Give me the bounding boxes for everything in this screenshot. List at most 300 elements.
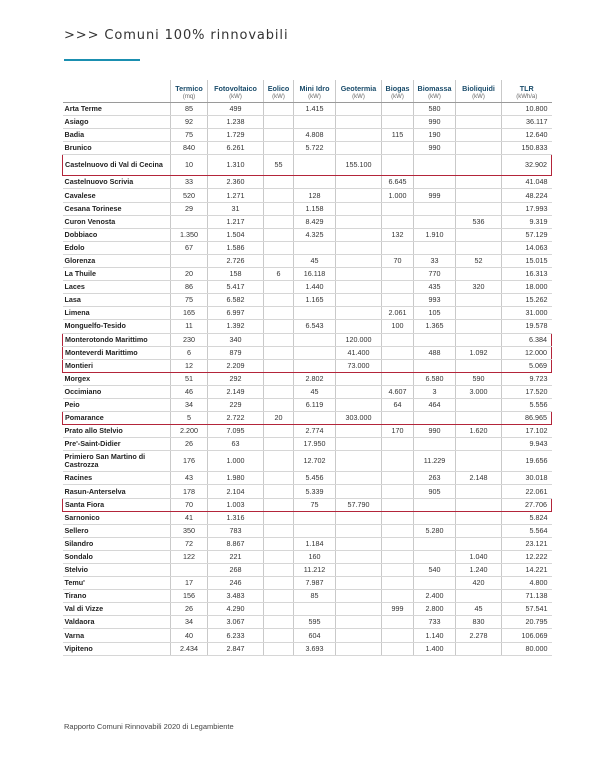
value-cell: 72 <box>171 537 208 550</box>
table-row <box>63 537 552 550</box>
value-cell: 46 <box>171 385 208 398</box>
value-cell <box>264 642 294 655</box>
value-cell <box>264 241 294 254</box>
value-cell <box>294 155 336 176</box>
value-cell <box>264 215 294 228</box>
table-row <box>63 103 552 116</box>
value-cell <box>382 590 414 603</box>
header-label: Eolico <box>267 84 290 94</box>
value-cell: 86.965 <box>502 412 552 425</box>
value-cell <box>414 550 456 563</box>
value-cell: 5.339 <box>294 485 336 498</box>
value-cell <box>414 412 456 425</box>
value-cell: 23.121 <box>502 537 552 550</box>
value-cell <box>264 524 294 537</box>
value-cell: 20.795 <box>502 616 552 629</box>
value-cell <box>336 550 382 563</box>
value-cell <box>336 320 382 333</box>
value-cell <box>382 616 414 629</box>
value-cell: 57.790 <box>336 498 382 511</box>
value-cell <box>456 294 502 307</box>
value-cell: 32.902 <box>502 155 552 176</box>
value-cell: 536 <box>456 215 502 228</box>
table-row <box>63 616 552 629</box>
table-row <box>63 577 552 590</box>
header-unit: (kWh/a) <box>516 94 538 101</box>
value-cell <box>264 228 294 241</box>
table-header-row <box>63 80 552 103</box>
comune-name-cell: Dobbiaco <box>63 228 171 241</box>
table-row <box>63 524 552 537</box>
value-cell: 176 <box>171 451 208 472</box>
value-cell <box>336 129 382 142</box>
value-cell: 1.729 <box>208 129 264 142</box>
value-cell <box>264 385 294 398</box>
value-cell <box>336 116 382 129</box>
value-cell: 6 <box>171 346 208 359</box>
comune-name-cell: Temu' <box>63 577 171 590</box>
value-cell: 6.384 <box>502 333 552 346</box>
value-cell: 156 <box>171 590 208 603</box>
table-row <box>63 372 552 385</box>
value-cell: 2.802 <box>294 372 336 385</box>
value-cell: 170 <box>382 425 414 438</box>
header-unit: (kW) <box>391 94 404 101</box>
value-cell: 2.774 <box>294 425 336 438</box>
table-row <box>63 142 552 155</box>
value-cell <box>294 333 336 346</box>
value-cell: 3.000 <box>456 385 502 398</box>
value-cell: 2.278 <box>456 629 502 642</box>
value-cell: 520 <box>171 189 208 202</box>
value-cell: 2.434 <box>171 642 208 655</box>
value-cell <box>264 372 294 385</box>
value-cell: 4.808 <box>294 129 336 142</box>
value-cell: 990 <box>414 425 456 438</box>
value-cell: 11.212 <box>294 564 336 577</box>
value-cell: 43 <box>171 472 208 485</box>
value-cell: 86 <box>171 281 208 294</box>
value-cell <box>264 176 294 189</box>
value-cell: 16.118 <box>294 268 336 281</box>
value-cell: 115 <box>382 129 414 142</box>
comune-name-cell: Primiero San Martino di Castrozza <box>63 451 171 472</box>
value-cell: 45 <box>294 385 336 398</box>
comune-name-cell: Sellero <box>63 524 171 537</box>
table-row <box>63 438 552 451</box>
value-cell: 5.456 <box>294 472 336 485</box>
value-cell: 29 <box>171 202 208 215</box>
value-cell: 17.520 <box>502 385 552 398</box>
value-cell <box>264 294 294 307</box>
value-cell: 17.993 <box>502 202 552 215</box>
value-cell: 9.319 <box>502 215 552 228</box>
value-cell: 6.543 <box>294 320 336 333</box>
value-cell <box>336 142 382 155</box>
value-cell: 9.723 <box>502 372 552 385</box>
value-cell <box>264 116 294 129</box>
value-cell: 2.148 <box>456 472 502 485</box>
value-cell: 540 <box>414 564 456 577</box>
value-cell: 75 <box>171 129 208 142</box>
value-cell: 22.061 <box>502 485 552 498</box>
table-row <box>63 241 552 254</box>
value-cell <box>456 359 502 372</box>
value-cell: 350 <box>171 524 208 537</box>
value-cell <box>294 346 336 359</box>
value-cell <box>414 438 456 451</box>
value-cell <box>294 524 336 537</box>
value-cell <box>456 398 502 411</box>
title-underline <box>64 59 140 61</box>
value-cell: 1.184 <box>294 537 336 550</box>
value-cell: 580 <box>414 103 456 116</box>
value-cell <box>456 307 502 320</box>
value-cell <box>336 438 382 451</box>
value-cell: 85 <box>294 590 336 603</box>
table-row <box>63 385 552 398</box>
value-cell: 19.578 <box>502 320 552 333</box>
value-cell: 18.000 <box>502 281 552 294</box>
value-cell: 17 <box>171 577 208 590</box>
value-cell <box>414 176 456 189</box>
table-row <box>63 346 552 359</box>
value-cell: 64 <box>382 398 414 411</box>
value-cell <box>382 412 414 425</box>
value-cell: 165 <box>171 307 208 320</box>
value-cell: 1.092 <box>456 346 502 359</box>
value-cell: 85 <box>171 103 208 116</box>
value-cell: 7.987 <box>294 577 336 590</box>
value-cell: 178 <box>171 485 208 498</box>
value-cell <box>264 472 294 485</box>
value-cell: 3.067 <box>208 616 264 629</box>
table-row <box>63 116 552 129</box>
header-label: Termico <box>175 84 203 94</box>
value-cell <box>264 307 294 320</box>
value-cell <box>336 294 382 307</box>
value-cell: 990 <box>414 116 456 129</box>
value-cell <box>456 103 502 116</box>
value-cell: 4.290 <box>208 603 264 616</box>
value-cell <box>264 103 294 116</box>
table-row <box>63 254 552 267</box>
value-cell <box>264 189 294 202</box>
value-cell <box>456 498 502 511</box>
table-row <box>63 564 552 577</box>
value-cell: 590 <box>456 372 502 385</box>
header-unit: (kW) <box>352 94 365 101</box>
header-label: Fotovoltaico <box>214 84 257 94</box>
value-cell <box>382 564 414 577</box>
value-cell <box>456 485 502 498</box>
value-cell: 993 <box>414 294 456 307</box>
value-cell: 2.726 <box>208 254 264 267</box>
value-cell: 33 <box>414 254 456 267</box>
value-cell: 320 <box>456 281 502 294</box>
value-cell <box>382 472 414 485</box>
value-cell: 5.417 <box>208 281 264 294</box>
value-cell <box>264 616 294 629</box>
value-cell: 5.069 <box>502 359 552 372</box>
table-row <box>63 333 552 346</box>
value-cell <box>336 642 382 655</box>
value-cell <box>336 241 382 254</box>
comune-name-cell: Prato allo Stelvio <box>63 425 171 438</box>
value-cell: 1.040 <box>456 550 502 563</box>
table-row <box>63 189 552 202</box>
table-row <box>63 176 552 189</box>
value-cell <box>294 307 336 320</box>
value-cell <box>336 228 382 241</box>
value-cell: 1.504 <box>208 228 264 241</box>
value-cell: 2.847 <box>208 642 264 655</box>
header-label: Mini Idro <box>299 84 330 94</box>
value-cell <box>171 215 208 228</box>
value-cell: 33 <box>171 176 208 189</box>
value-cell <box>382 642 414 655</box>
comune-name-cell: Occimiano <box>63 385 171 398</box>
comune-name-cell: Lasa <box>63 294 171 307</box>
value-cell: 1.240 <box>456 564 502 577</box>
header-unit: (kW) <box>472 94 485 101</box>
value-cell: 27.706 <box>502 498 552 511</box>
value-cell <box>336 372 382 385</box>
value-cell <box>382 294 414 307</box>
value-cell: 1.350 <box>171 228 208 241</box>
value-cell <box>336 577 382 590</box>
value-cell: 263 <box>414 472 456 485</box>
value-cell: 71.138 <box>502 590 552 603</box>
header-cell-geotermia <box>336 80 382 103</box>
value-cell: 905 <box>414 485 456 498</box>
value-cell: 6.233 <box>208 629 264 642</box>
value-cell: 4.607 <box>382 385 414 398</box>
value-cell: 51 <box>171 372 208 385</box>
comune-name-cell: Edolo <box>63 241 171 254</box>
value-cell <box>336 472 382 485</box>
table-row <box>63 307 552 320</box>
comune-name-cell: Stelvio <box>63 564 171 577</box>
comune-name-cell: Rasun-Anterselva <box>63 485 171 498</box>
value-cell: 17.950 <box>294 438 336 451</box>
value-cell <box>382 142 414 155</box>
value-cell: 6.261 <box>208 142 264 155</box>
value-cell <box>336 103 382 116</box>
value-cell <box>336 537 382 550</box>
value-cell: 150.833 <box>502 142 552 155</box>
comune-name-cell: Peio <box>63 398 171 411</box>
value-cell: 1.620 <box>456 425 502 438</box>
header-cell-biomassa <box>414 80 456 103</box>
value-cell: 57.129 <box>502 228 552 241</box>
value-cell: 31.000 <box>502 307 552 320</box>
value-cell <box>264 202 294 215</box>
value-cell: 12.222 <box>502 550 552 563</box>
header-label: Biogas <box>385 84 410 94</box>
value-cell <box>336 511 382 524</box>
value-cell: 70 <box>382 254 414 267</box>
value-cell <box>456 202 502 215</box>
value-cell: 5 <box>171 412 208 425</box>
value-cell: 19.656 <box>502 451 552 472</box>
value-cell: 2.200 <box>171 425 208 438</box>
value-cell: 6.119 <box>294 398 336 411</box>
value-cell <box>456 116 502 129</box>
value-cell <box>414 498 456 511</box>
value-cell: 6 <box>264 268 294 281</box>
value-cell: 17.102 <box>502 425 552 438</box>
value-cell <box>336 268 382 281</box>
value-cell <box>414 215 456 228</box>
value-cell: 40 <box>171 629 208 642</box>
value-cell <box>171 254 208 267</box>
value-cell: 1.365 <box>414 320 456 333</box>
comune-name-cell: Santa Fiora <box>63 498 171 511</box>
value-cell <box>336 281 382 294</box>
value-cell: 1.158 <box>294 202 336 215</box>
comune-name-cell: Glorenza <box>63 254 171 267</box>
value-cell <box>336 590 382 603</box>
value-cell: 100 <box>382 320 414 333</box>
value-cell <box>382 155 414 176</box>
value-cell: 105 <box>414 307 456 320</box>
value-cell: 7.095 <box>208 425 264 438</box>
value-cell: 3.483 <box>208 590 264 603</box>
value-cell <box>382 438 414 451</box>
comune-name-cell: Tirano <box>63 590 171 603</box>
value-cell: 733 <box>414 616 456 629</box>
value-cell <box>336 616 382 629</box>
value-cell: 45 <box>456 603 502 616</box>
comune-name-cell: Pomarance <box>63 412 171 425</box>
comune-name-cell: Racines <box>63 472 171 485</box>
table-row <box>63 359 552 372</box>
value-cell <box>456 155 502 176</box>
header-cell-bioliquidi <box>456 80 502 103</box>
value-cell <box>264 142 294 155</box>
table-row <box>63 129 552 142</box>
value-cell <box>264 451 294 472</box>
value-cell <box>414 511 456 524</box>
value-cell <box>382 359 414 372</box>
value-cell <box>456 142 502 155</box>
value-cell: 229 <box>208 398 264 411</box>
value-cell <box>382 241 414 254</box>
value-cell <box>264 359 294 372</box>
value-cell: 5.556 <box>502 398 552 411</box>
table-row <box>63 294 552 307</box>
comune-name-cell: Sarnonico <box>63 511 171 524</box>
value-cell <box>382 103 414 116</box>
value-cell: 55 <box>264 155 294 176</box>
value-cell: 999 <box>382 603 414 616</box>
value-cell: 45 <box>294 254 336 267</box>
value-cell <box>336 176 382 189</box>
header-label: Geotermia <box>340 84 377 94</box>
value-cell: 2.360 <box>208 176 264 189</box>
value-cell: 1.586 <box>208 241 264 254</box>
value-cell: 340 <box>208 333 264 346</box>
value-cell <box>456 333 502 346</box>
value-cell: 6.582 <box>208 294 264 307</box>
renewables-table <box>62 80 552 656</box>
value-cell <box>456 511 502 524</box>
value-cell <box>294 241 336 254</box>
table-row <box>63 451 552 472</box>
value-cell <box>264 550 294 563</box>
table-row <box>63 398 552 411</box>
header-label: TLR <box>519 84 534 94</box>
comune-name-cell: La Thuile <box>63 268 171 281</box>
value-cell: 1.392 <box>208 320 264 333</box>
comune-name-cell: Cesana Torinese <box>63 202 171 215</box>
value-cell: 2.800 <box>414 603 456 616</box>
value-cell: 2.722 <box>208 412 264 425</box>
value-cell: 122 <box>171 550 208 563</box>
value-cell: 15.262 <box>502 294 552 307</box>
comune-name-cell: Vipiteno <box>63 642 171 655</box>
value-cell: 5.722 <box>294 142 336 155</box>
source-caption: Rapporto Comuni Rinnovabili 2020 di Legambiente <box>64 722 234 731</box>
value-cell <box>382 577 414 590</box>
value-cell: 92 <box>171 116 208 129</box>
value-cell <box>456 176 502 189</box>
value-cell: 34 <box>171 398 208 411</box>
value-cell: 840 <box>171 142 208 155</box>
value-cell: 31 <box>208 202 264 215</box>
header-unit: (kW) <box>272 94 285 101</box>
value-cell: 999 <box>414 189 456 202</box>
comune-name-cell: Varna <box>63 629 171 642</box>
header-cell-termico <box>171 80 208 103</box>
value-cell: 595 <box>294 616 336 629</box>
table-row <box>63 412 552 425</box>
value-cell: 70 <box>171 498 208 511</box>
value-cell <box>264 346 294 359</box>
value-cell: 6.580 <box>414 372 456 385</box>
value-cell: 12.000 <box>502 346 552 359</box>
value-cell: 1.440 <box>294 281 336 294</box>
value-cell <box>264 564 294 577</box>
table-row <box>63 498 552 511</box>
header-cell-biogas <box>382 80 414 103</box>
value-cell <box>264 438 294 451</box>
value-cell: 464 <box>414 398 456 411</box>
table-row <box>63 215 552 228</box>
value-cell: 11.229 <box>414 451 456 472</box>
value-cell: 2.149 <box>208 385 264 398</box>
table-row <box>63 268 552 281</box>
value-cell <box>382 268 414 281</box>
value-cell: 770 <box>414 268 456 281</box>
value-cell <box>264 485 294 498</box>
value-cell <box>336 425 382 438</box>
value-cell <box>456 438 502 451</box>
value-cell: 435 <box>414 281 456 294</box>
value-cell: 1.003 <box>208 498 264 511</box>
comune-name-cell: Asiago <box>63 116 171 129</box>
value-cell: 75 <box>171 294 208 307</box>
value-cell: 2.061 <box>382 307 414 320</box>
comune-name-cell: Castelnuovo Scrivia <box>63 176 171 189</box>
value-cell <box>294 603 336 616</box>
comune-name-cell: Laces <box>63 281 171 294</box>
value-cell: 160 <box>294 550 336 563</box>
value-cell: 5.280 <box>414 524 456 537</box>
value-cell <box>456 590 502 603</box>
value-cell <box>294 359 336 372</box>
